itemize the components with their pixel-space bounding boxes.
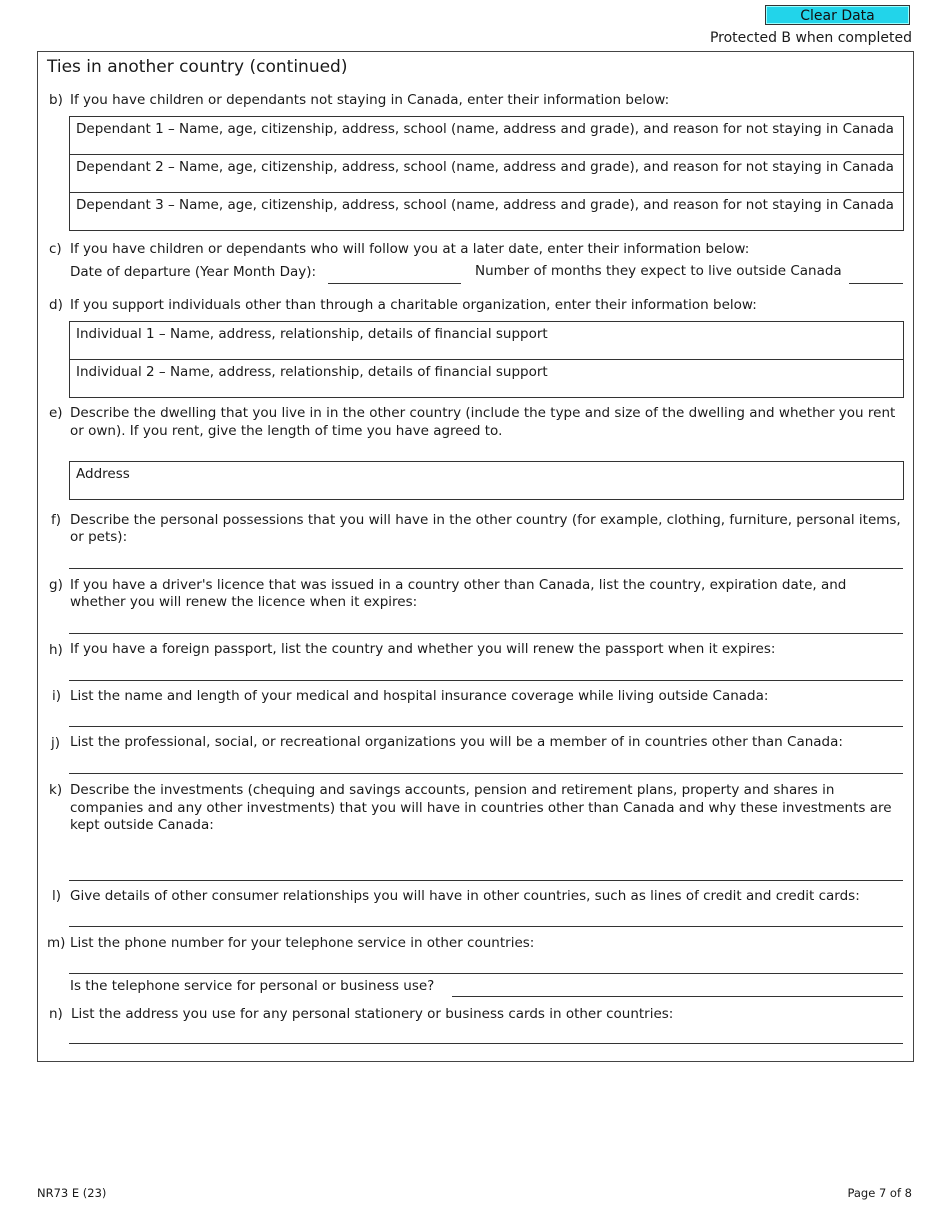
investments-field[interactable] — [69, 880, 903, 881]
form-id: NR73 E (23) — [37, 1186, 107, 1200]
dependant-3-label: Dependant 3 – Name, age, citizenship, address, school (name, address and grade), and reason for not staying in Canada — [76, 197, 894, 213]
question-n: List the address you use for any personal stationery or business cards in other countries: — [71, 1006, 674, 1022]
departure-date-field[interactable] — [328, 283, 461, 284]
dependant-1-label: Dependant 1 – Name, age, citizenship, address, school (name, address and grade), and reason for not staying in Canada — [76, 121, 894, 137]
dependant-2-field[interactable] — [70, 154, 903, 192]
question-l: Give details of other consumer relationships you will have in other countries, such as lines of credit and credit cards: — [70, 888, 860, 904]
insurance-field[interactable] — [69, 726, 903, 727]
individual-2-label: Individual 2 – Name, address, relationship, details of financial support — [76, 364, 548, 380]
dependant-1-field[interactable] — [70, 117, 903, 154]
months-outside-label: Number of months they expect to live outside Canada — [475, 263, 842, 279]
phone-number-field[interactable] — [69, 973, 903, 974]
question-k-line3: kept outside Canada: — [70, 817, 214, 833]
item-letter-g: g) — [49, 577, 63, 593]
protected-label: Protected B when completed — [709, 30, 912, 46]
question-g-line1: If you have a driver's licence that was issued in a country other than Canada, list the country, expiration date, and — [70, 577, 847, 593]
question-d: If you support individuals other than through a charitable organization, enter their information below: — [70, 297, 757, 313]
consumer-relationships-field[interactable] — [69, 926, 903, 927]
item-letter-c: c) — [49, 241, 62, 257]
dependant-3-field[interactable] — [70, 192, 903, 230]
departure-date-label: Date of departure (Year Month Day): — [70, 264, 317, 280]
question-c: If you have children or dependants who will follow you at a later date, enter their information below: — [70, 241, 750, 257]
question-e-line1: Describe the dwelling that you live in in the other country (include the type and size of the dwelling and whether you rent — [70, 405, 896, 421]
item-letter-j: j) — [51, 735, 61, 751]
section-title: Ties in another country (continued) — [47, 57, 348, 77]
question-h: If you have a foreign passport, list the country and whether you will renew the passport when it expires: — [70, 641, 776, 657]
item-letter-d: d) — [49, 297, 63, 313]
item-letter-m: m) — [47, 935, 66, 951]
item-letter-n: n) — [49, 1006, 63, 1022]
dwelling-address-box — [69, 461, 904, 500]
passport-field[interactable] — [69, 680, 903, 681]
months-outside-field[interactable] — [849, 283, 903, 284]
phone-use-field[interactable] — [452, 996, 903, 997]
phone-use-label: Is the telephone service for personal or business use? — [70, 978, 435, 994]
individual-1-label: Individual 1 – Name, address, relationship, details of financial support — [76, 326, 548, 342]
individual-2-field[interactable] — [70, 359, 903, 397]
question-k-line2: companies and any other investments) that you will have in countries other than Canada and why these investments are — [70, 800, 892, 816]
dependant-2-label: Dependant 2 – Name, age, citizenship, address, school (name, address and grade), and reason for not staying in Canada — [76, 159, 894, 175]
question-g-line2: whether you will renew the licence when it expires: — [70, 594, 418, 610]
question-e-line2: or own). If you rent, give the length of time you have agreed to. — [70, 423, 503, 439]
question-j: List the professional, social, or recreational organizations you will be a member of in countries other than Canada: — [70, 734, 843, 750]
dependants-table — [69, 116, 904, 231]
individuals-table — [69, 321, 904, 398]
item-letter-l: l) — [52, 888, 62, 904]
clear-data-button[interactable]: Clear Data — [765, 5, 910, 25]
question-k-line1: Describe the investments (chequing and savings accounts, pension and retirement plans, property and shares in — [70, 782, 835, 798]
question-f-line1: Describe the personal possessions that you will have in the other country (for example, clothing, furniture, personal items, — [70, 512, 901, 528]
organizations-field[interactable] — [69, 773, 903, 774]
item-letter-k: k) — [49, 782, 63, 798]
dwelling-address-field[interactable] — [70, 462, 903, 499]
question-i: List the name and length of your medical and hospital insurance coverage while living outside Canada: — [70, 688, 769, 704]
item-letter-f: f) — [51, 512, 62, 528]
question-f-line2: or pets): — [70, 529, 128, 545]
item-letter-b: b) — [49, 92, 63, 108]
page-number: Page 7 of 8 — [847, 1186, 912, 1200]
item-letter-e: e) — [49, 405, 63, 421]
question-m: List the phone number for your telephone service in other countries: — [70, 935, 535, 951]
stationery-address-field[interactable] — [69, 1043, 903, 1044]
address-label: Address — [76, 466, 130, 482]
item-letter-i: i) — [52, 688, 62, 704]
item-letter-h: h) — [49, 642, 63, 658]
drivers-licence-field[interactable] — [69, 633, 903, 634]
individual-1-field[interactable] — [70, 322, 903, 359]
possessions-field[interactable] — [69, 568, 903, 569]
question-b: If you have children or dependants not staying in Canada, enter their information below: — [70, 92, 670, 108]
